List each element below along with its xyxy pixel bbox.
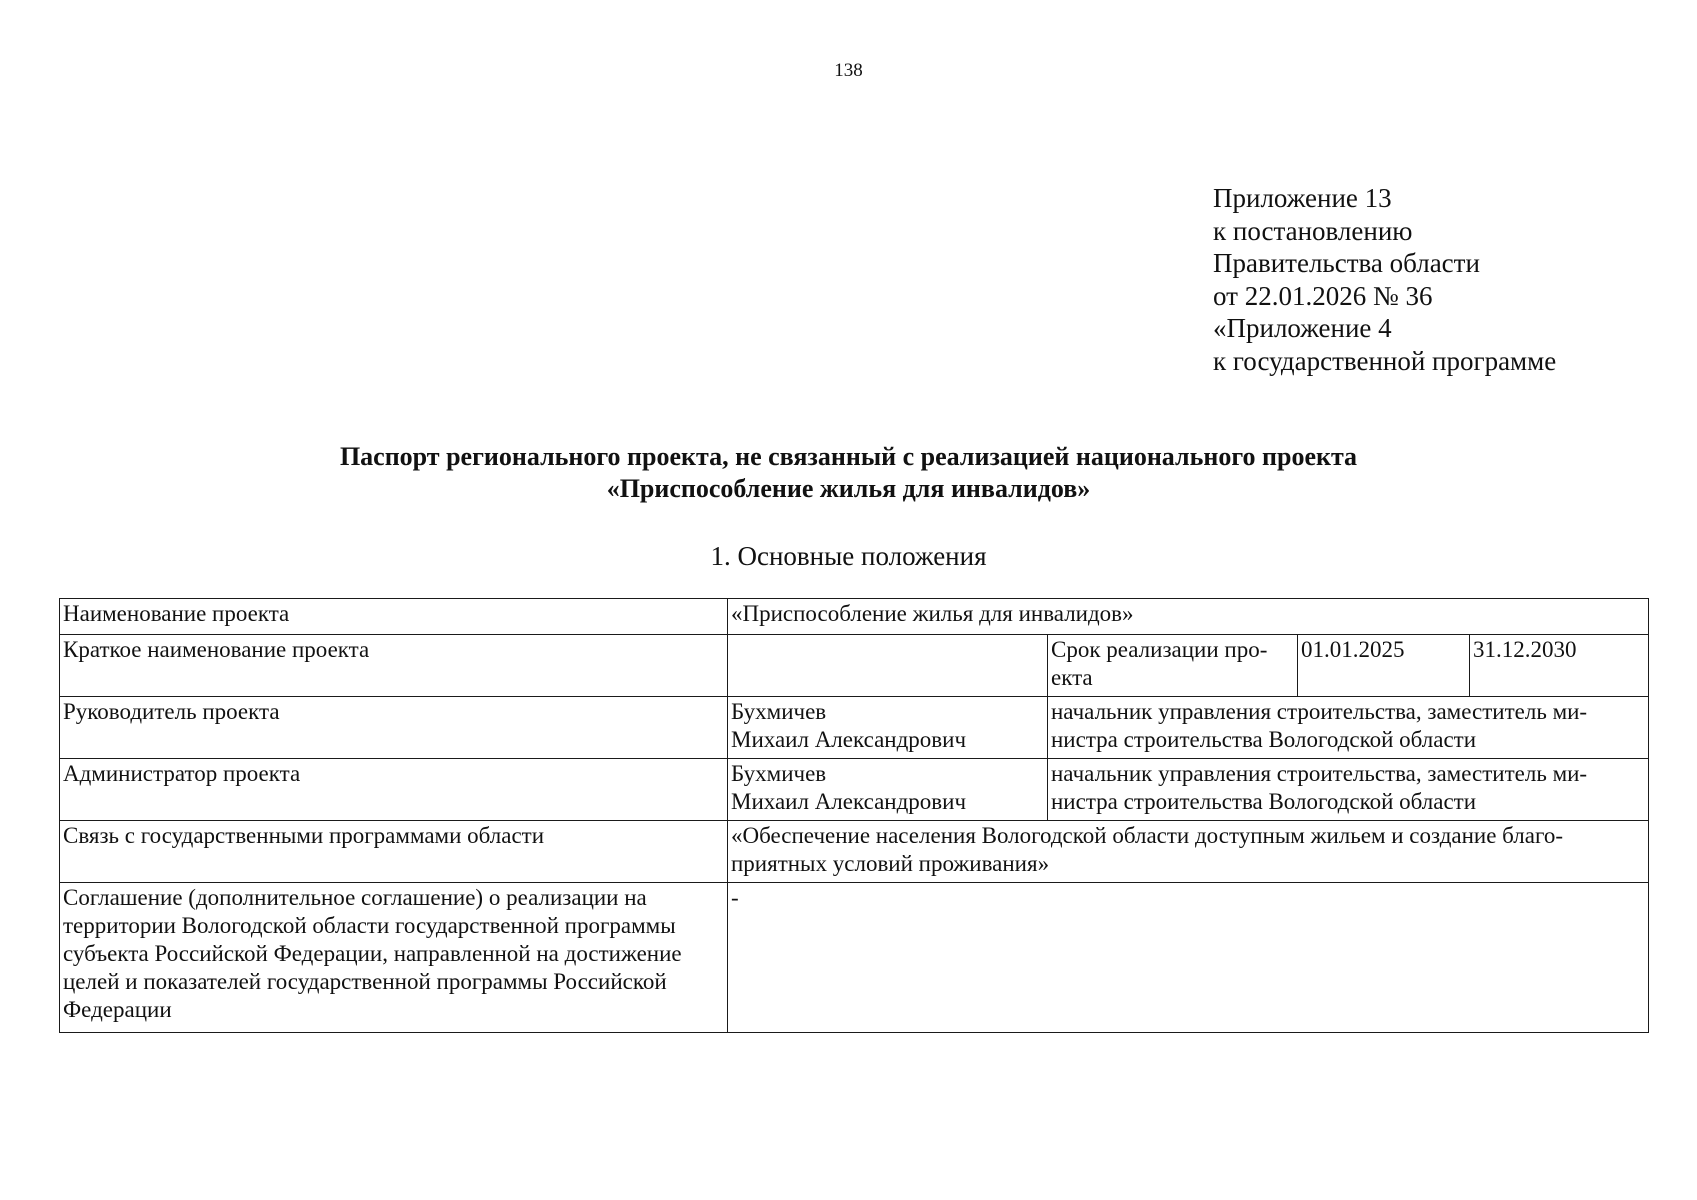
- table-row-project-name: [60, 599, 1649, 635]
- short-name-label: Краткое наименование проекта: [60, 635, 728, 697]
- appendix-line: от 22.01.2026 № 36: [1213, 280, 1433, 311]
- agreement-value: -: [728, 883, 1649, 1033]
- admin-label: Администратор проекта: [60, 759, 728, 821]
- document-title-line-2: «Приспособление жилья для инвалидов»: [606, 474, 1091, 503]
- section-title: 1. Основные положения: [710, 541, 987, 571]
- passport-table: [59, 598, 1649, 1033]
- project-name-label: Наименование проекта: [60, 599, 728, 635]
- appendix-line: Правительства области: [1213, 248, 1480, 278]
- term-end: 31.12.2030: [1470, 635, 1649, 697]
- head-position: начальник управления строительства, заместитель ми- нистра строительства Вологодской области: [1048, 697, 1649, 759]
- table-row-head: [60, 697, 1649, 759]
- appendix-line: к государственной программе: [1213, 345, 1557, 376]
- agreement-label: Соглашение (дополнительное соглашение) о реализации на территории Вологодской области государственной программы субъекта Российской Федерации, направленной на достижение целей и показателей государственной программы Российской Федерации: [60, 883, 728, 1033]
- page-number: 138: [834, 60, 863, 81]
- table-row-agreement: [60, 883, 1649, 1033]
- appendix-line: к постановлению: [1213, 215, 1413, 246]
- table-row-programs: [60, 821, 1649, 883]
- programs-label: Связь с государственными программами области: [60, 821, 728, 883]
- table-row-short-name: [60, 635, 1649, 697]
- appendix-note: [1213, 182, 1556, 377]
- term-start: 01.01.2025: [1298, 635, 1470, 697]
- appendix-line: Приложение 13: [1213, 183, 1392, 213]
- admin-position: начальник управления строительства, заместитель ми- нистра строительства Вологодской области: [1048, 759, 1649, 821]
- document-title: [0, 441, 1697, 505]
- project-name-value: «Приспособление жилья для инвалидов»: [728, 599, 1649, 635]
- head-label: Руководитель проекта: [60, 697, 728, 759]
- document-title-line-1: Паспорт регионального проекта, не связанный с реализацией национального проекта: [339, 442, 1358, 471]
- appendix-line: «Приложение 4: [1213, 313, 1392, 343]
- term-label: Срок реализации про- екта: [1048, 635, 1298, 697]
- programs-value: «Обеспечение населения Вологодской области доступным жильем и создание благо- приятных условий проживания»: [728, 821, 1649, 883]
- admin-person: Бухмичев Михаил Александрович: [728, 759, 1048, 821]
- short-name-value: [728, 635, 1048, 697]
- head-person: Бухмичев Михаил Александрович: [728, 697, 1048, 759]
- table-row-admin: [60, 759, 1649, 821]
